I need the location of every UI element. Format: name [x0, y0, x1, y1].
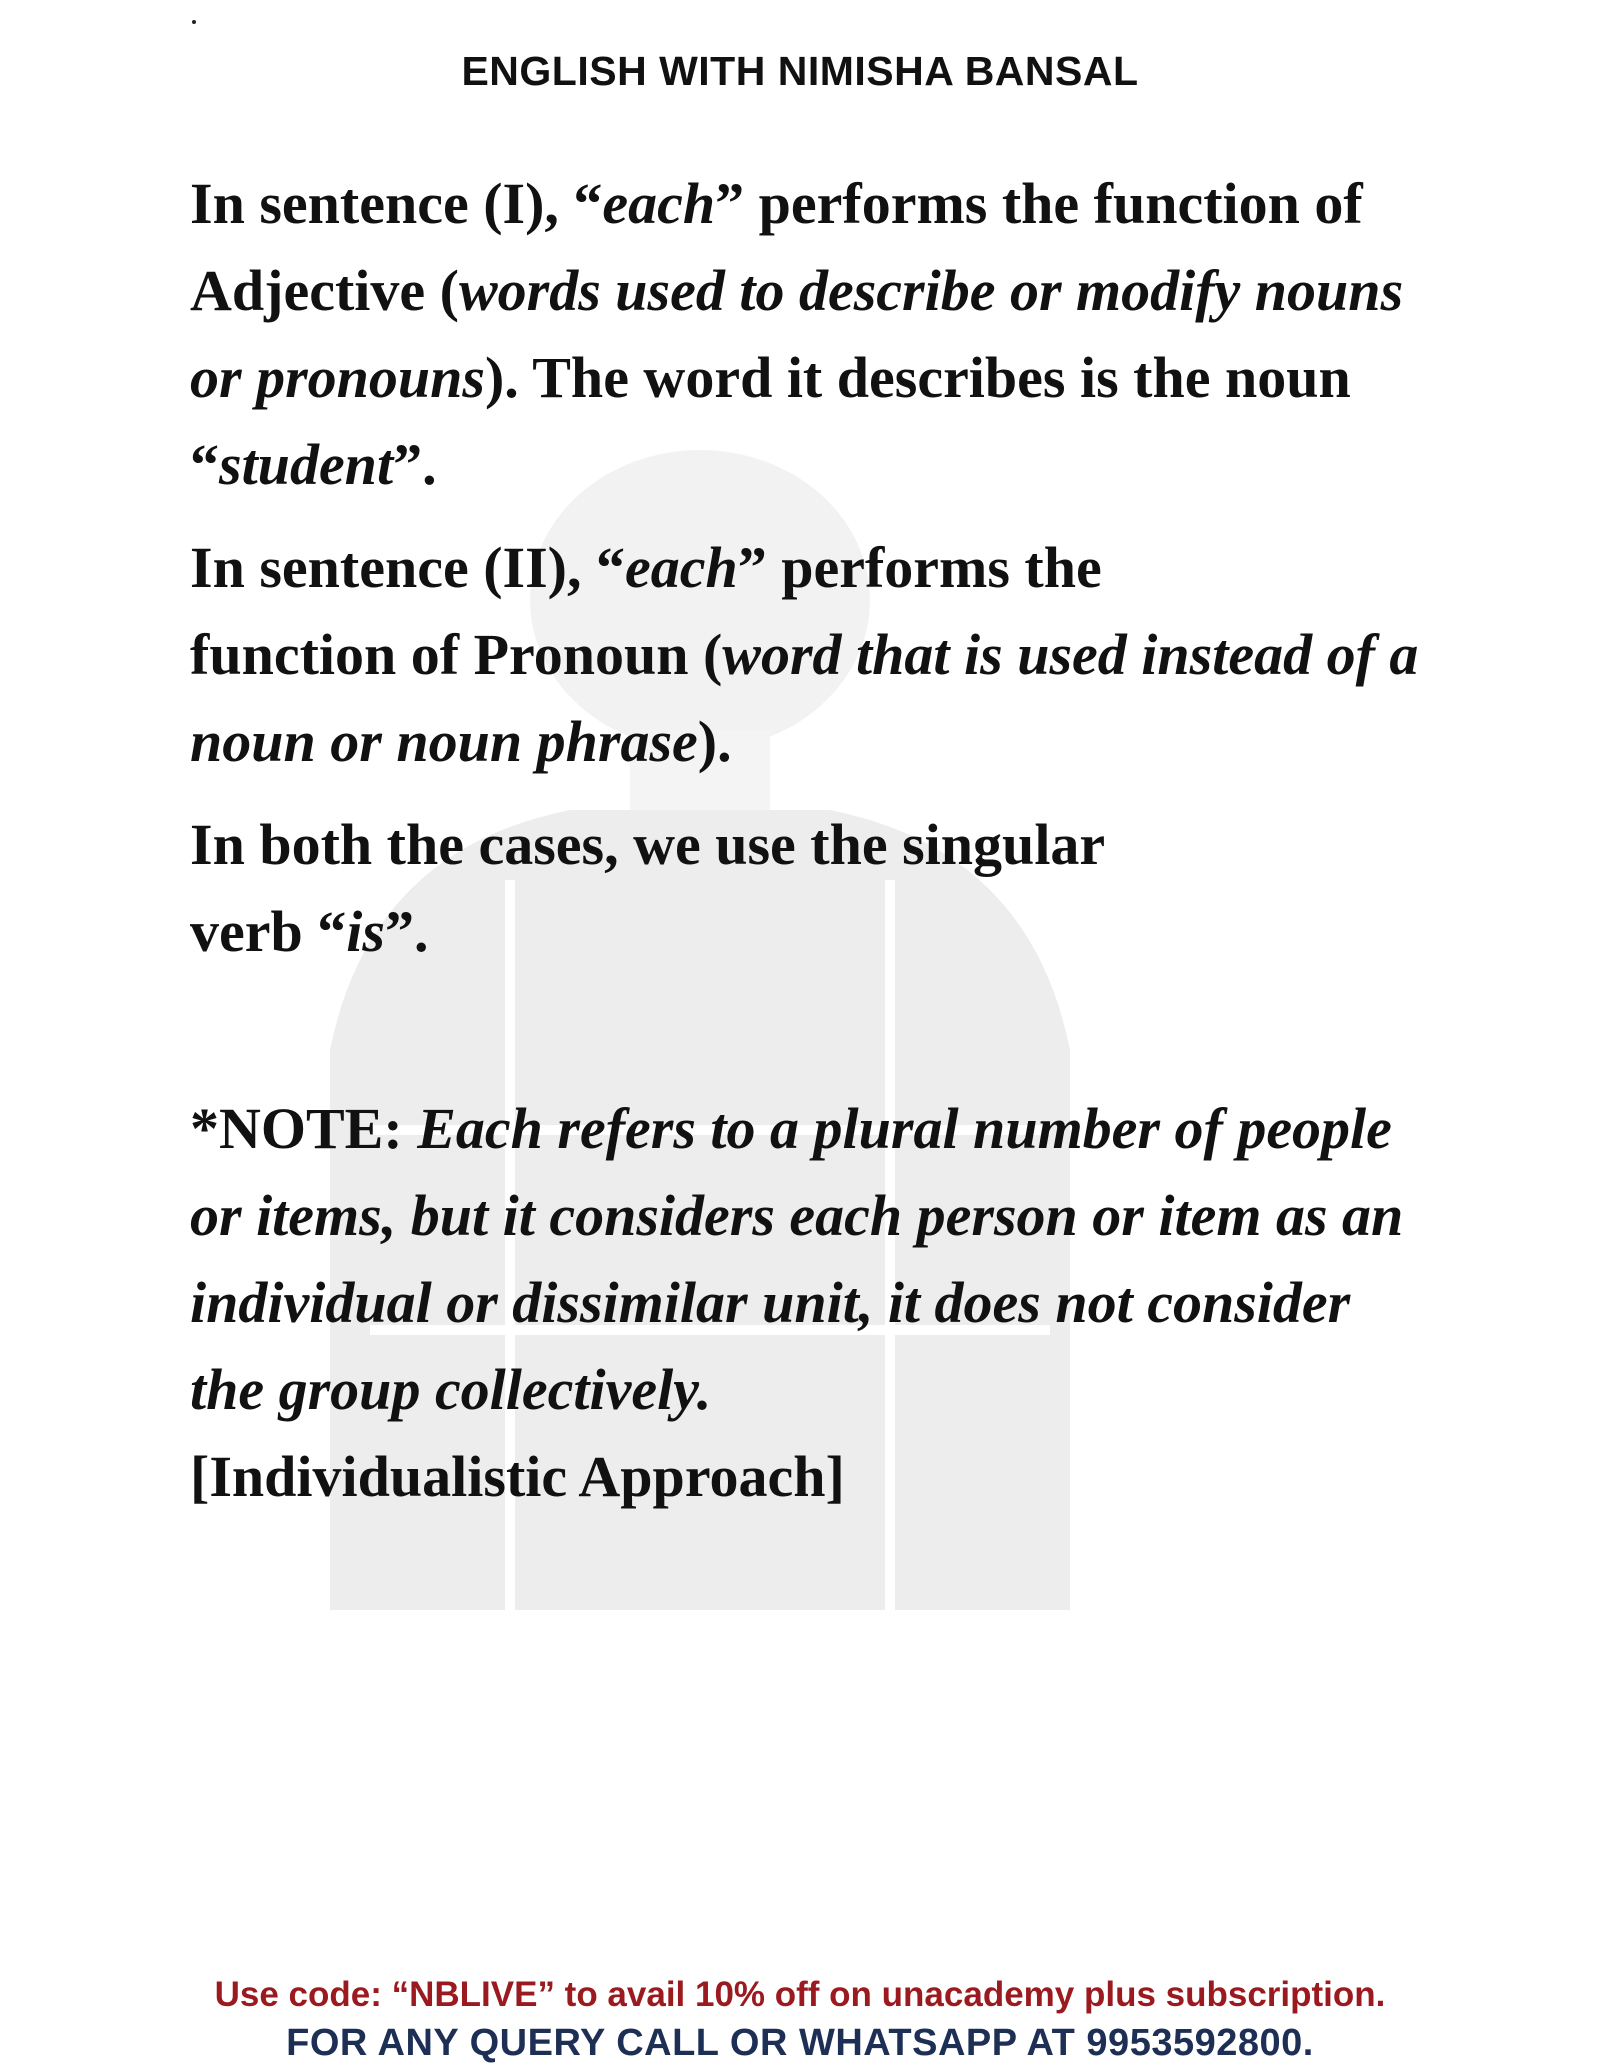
page-header: ENGLISH WITH NIMISHA BANSAL [461, 48, 1139, 94]
note-label: *NOTE: [190, 1096, 418, 1161]
stray-dot [192, 20, 196, 24]
paragraph-sentence-two: In sentence (II), “each” performs the function of Pronoun (word that is used instead of a noun or noun phrase). [190, 535, 1419, 774]
footer-promo-code: Use code: “NBLIVE” to avail 10% off on unacademy plus subscription. [214, 1975, 1386, 2014]
note-text: Each refers to a plural number of people or items, but it considers each person or item as an individual or dissimilar unit, it does not consider the group collectively. [190, 1096, 1404, 1422]
footer-contact: FOR ANY QUERY CALL OR WHATSAPP AT 9953592800. [286, 2022, 1314, 2064]
document-body [190, 160, 1420, 1536]
note-approach: [Individualistic Approach] [190, 1444, 845, 1509]
note-paragraph [190, 1085, 1420, 1520]
paragraph-both-cases: In both the cases, we use the singular verb “is”. [190, 812, 1106, 964]
paragraph-sentence-one: In sentence (I), “each” performs the function of Adjective (words used to describe or modify nouns or pronouns). The word it describes is the noun “student”. [190, 171, 1404, 497]
